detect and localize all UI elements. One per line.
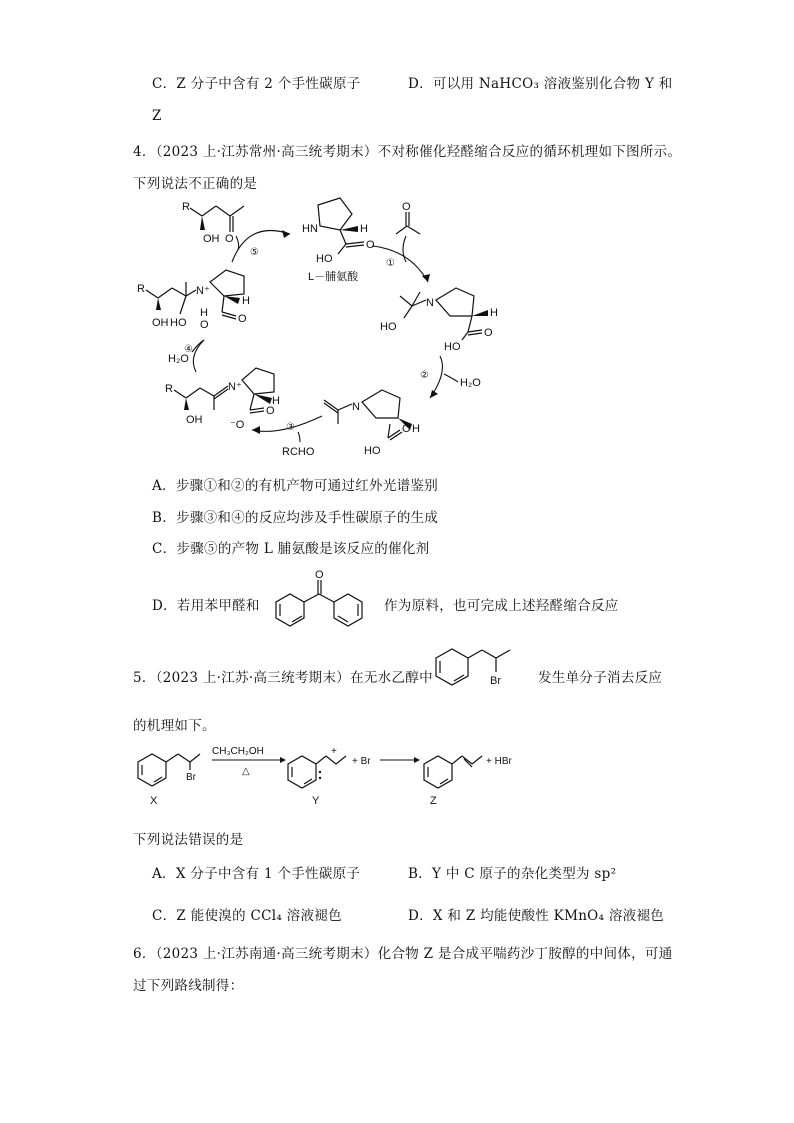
svg-text:O: O	[238, 313, 247, 325]
q4-stem-line2: 下列说法不正确的是	[133, 176, 258, 192]
svg-text:H: H	[272, 395, 280, 407]
svg-text:H: H	[242, 295, 250, 307]
q5-stem-pre: 5．（2023 上·江苏·高三统考期末）在无水乙醇中	[133, 670, 433, 686]
svg-text:⁻O: ⁻O	[230, 419, 245, 431]
q6-stem-line1: 6．（2023 上·江苏南通·高三统考期末）化合物 Z 是合成平喘药沙丁胺醇的中间体，可通	[133, 946, 673, 962]
svg-text:HO: HO	[444, 341, 461, 353]
q3-option-d-continued: Z	[152, 108, 162, 124]
svg-text:HO: HO	[364, 445, 381, 457]
svg-text:H: H	[200, 307, 208, 319]
water-in-label: H₂O	[168, 353, 189, 365]
q4-option-d-pre: D．若用苯甲醛和	[152, 598, 260, 614]
svg-text:OH: OH	[152, 317, 169, 329]
q5-stem-line2: 的机理如下。	[133, 718, 216, 734]
svg-text:N⁺: N⁺	[228, 381, 242, 393]
q5-inline-structure-x	[424, 640, 524, 706]
svg-text:HN: HN	[302, 223, 318, 235]
q5-option-b: B．Y 中 C 原子的杂化类型为 sp²	[408, 866, 617, 882]
svg-text:+: +	[331, 746, 337, 757]
plus-hbr: + HBr	[486, 756, 512, 767]
acetone-structure	[396, 201, 420, 234]
plus-br: + Br	[352, 756, 371, 767]
q3-option-d: D．可以用 NaHCO₃ 溶液鉴别化合物 Y 和	[408, 76, 673, 92]
svg-text:O: O	[200, 319, 209, 331]
svg-text:R: R	[182, 201, 190, 213]
q3-option-c: C．Z 分子中含有 2 个手性碳原子	[152, 76, 361, 92]
q4-catalytic-cycle-diagram	[0, 0, 794, 470]
svg-text:O: O	[484, 327, 493, 339]
iminium-structure	[165, 368, 280, 431]
svg-text:Br: Br	[186, 772, 196, 783]
svg-text:N: N	[426, 297, 434, 309]
enamine-structure	[324, 390, 420, 457]
q4-option-a: A．步骤①和②的有机产物可通过红外光谱鉴别	[152, 478, 439, 494]
label-y: Y	[312, 795, 320, 807]
svg-text:O: O	[266, 405, 275, 417]
svg-text:O: O	[402, 423, 411, 435]
svg-text:OH: OH	[203, 233, 220, 245]
benzophenone-structure	[262, 566, 382, 636]
svg-text:H: H	[360, 223, 368, 235]
q4-option-d-post: 作为原料，也可完成上述羟醛缩合反应	[384, 598, 619, 614]
l-proline-structure	[302, 198, 375, 265]
water-out-label: H₂O	[460, 377, 481, 389]
step-4-label: ④	[184, 344, 193, 355]
q5-reaction-scheme	[130, 740, 550, 830]
svg-text:R: R	[165, 383, 173, 395]
q4-option-c: C．步骤⑤的产物 L 脯氨酸是该反应的催化剂	[152, 541, 430, 557]
svg-text:R: R	[137, 283, 145, 295]
svg-text:N: N	[352, 401, 360, 413]
heat-condition: △	[242, 766, 250, 777]
hemiaminal-structure	[137, 270, 250, 331]
carbinolamine-structure	[380, 288, 498, 353]
svg-text:HO: HO	[316, 253, 333, 265]
label-x: X	[150, 795, 158, 807]
svg-text:O: O	[366, 239, 375, 251]
q5-option-d: D．X 和 Z 均能使酸性 KMnO₄ 溶液褪色	[408, 908, 665, 924]
svg-text:N⁺: N⁺	[196, 285, 210, 297]
q4-option-b: B．步骤③和④的反应均涉及手性碳原子的生成	[152, 510, 439, 526]
q5-lead: 下列说法错误的是	[133, 832, 244, 848]
proline-label: L－脯氨酸	[308, 271, 359, 283]
svg-text:O: O	[402, 201, 411, 213]
svg-text:Br: Br	[490, 675, 501, 687]
step-3-label: ③	[286, 422, 295, 433]
svg-text:H: H	[412, 423, 420, 435]
svg-text:HO: HO	[170, 317, 187, 329]
q4-stem-line1: 4．（2023 上·江苏常州·高三统考期末）不对称催化羟醛缩合反应的循环机理如下图所示。	[133, 144, 682, 160]
rcho-label: RCHO	[282, 446, 315, 458]
svg-text:HO: HO	[380, 321, 397, 333]
q5-option-a: A．X 分子中含有 1 个手性碳原子	[152, 866, 361, 882]
svg-text:O: O	[315, 569, 324, 581]
step-2-label: ②	[420, 370, 429, 381]
reagent-ethanol: CH₃CH₂OH	[212, 746, 264, 757]
svg-text:O: O	[225, 233, 234, 245]
q5-option-c: C．Z 能使溴的 CCl₄ 溶液褪色	[152, 908, 342, 924]
step-5-label: ⑤	[250, 247, 259, 258]
svg-text:H: H	[490, 307, 498, 319]
aldol-product-structure	[182, 201, 244, 245]
label-z: Z	[430, 795, 437, 807]
q6-stem-line2: 过下列路线制得：	[133, 978, 244, 994]
svg-text:OH: OH	[186, 414, 203, 426]
step-1-label: ①	[386, 258, 395, 269]
q5-stem-post: 发生单分子消去反应	[538, 670, 663, 686]
